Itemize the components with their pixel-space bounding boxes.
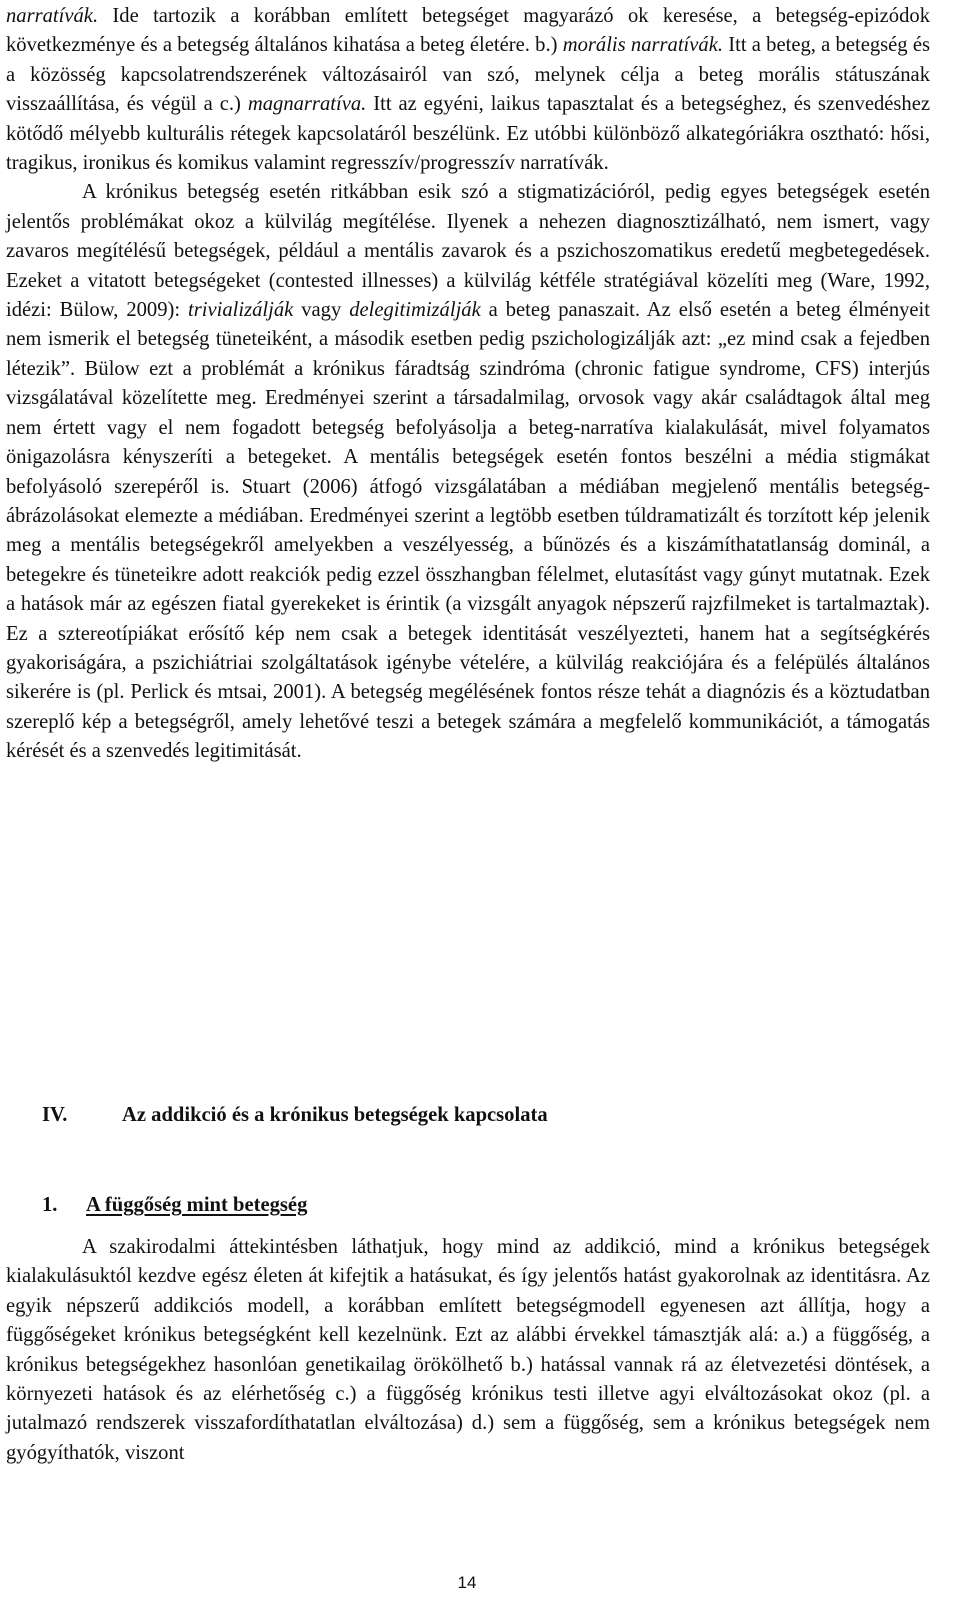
body-text-top [6,2,930,767]
italic-text: trivializálják [188,299,294,322]
text-run: Itt az egyéni, laikus tapasztalat és a betegséghez, és szenvedéshez kötődő mélyebb kulturális rétegek kapcsolatáról beszélünk. Ez utóbbi különböző alkategóriákra osztható: hősi, tragikus, ironikus és komikus valamint regresszív/progresszív narratívák. [6,93,930,175]
text-run: a beteg panaszait. Az első esetén a beteg élményeit nem ismerik el betegség tüneteiként, a második esetben pedig pszichologizálják azt: „ez mind csak a fejedben létezik”. Bülow ezt a problémát a krónikus fáradtság szindróma (chronic fatigue syndrome, CFS) interjús vizsgálatával közelítette meg. Eredményei szerint a társadalmilag, orvosok vagy akár családtagok által meg nem értett vagy el nem fogadott betegség befolyásolja a beteg-narratíva kialakulását, mivel folyamatos önigazolásra kényszeríti a betegeket. A mentális betegségek esetén fontos beszélni a média stigmákat befolyásoló szerepéről is. Stuart (2006) átfogó vizsgálatában a médiában megjelenő mentális betegség-ábrázolásokat elemezte a médiában. Eredményei szerint a legtöbb esetben túldramatizált és torzított kép jelenik meg a mentális betegségekről amelyekben a veszélyesség, a bűnözés és a kiszámíthatatlanság dominál, a betegekre és tüneteikre adott reakciók pedig ezzel összhangban félelmet, elutasítást vagy gúnyt mutatnak. Ezek a hatások már az egészen fiatal gyerekeket is érintik (a vizsgált anyagok népszerű rajzfilmeket is tartalmaztak). Ez a sztereotípiákat erősítő kép nem csak a betegek identitását veszélyezteti, hanem hat a segítségkérés gyakoriságára, a pszichiátriai szolgáltatások igénybe vételére, a külvilág reakciójára és a felépülés általános sikerére is (pl. Perlick és mtsai, 2001). A betegség megélésének fontos része tehát a diagnózis és a köztudatban szereplő kép a betegségről, amely lehetővé teszi a betegek számára a megfelelő kommunikációt, a támogatás kérését és a szenvedés legitimitását. [6,299,930,763]
chapter-title: Az addikció és a krónikus betegségek kapcsolata [122,1104,548,1126]
text-run: Itt a beteg, a betegség és a közösség kapcsolatrendszerének változásairól van szó, melynek célja a beteg morális státuszának visszaállítása, és végül a c.) [6,34,930,116]
chapter-number: IV. [42,1104,68,1126]
text-run: vagy [293,299,350,322]
text-run: Ide tartozik a korábban említett betegséget magyarázó ok keresése, a betegség-epizódok következménye és a betegség általános kihatása a beteg életére. b.) [6,5,930,57]
paragraph-stigmatization [6,178,930,766]
text-run: A szakirodalmi áttekintésben láthatjuk, hogy mind az addikció, mind a krónikus betegségek kialakulásuktól kezdve egész életen át kifejtik a hatásukat, és így jelentős hatást gyakorolnak az identitásra. Az egyik népszerű addikciós modell, a korábban említett betegségmodell egyenesen azt állítja, hogy a függőségeket krónikus betegségként kell kezelnünk. Ezt az alábbi érvekkel támasztják alá: a.) a függőség, a krónikus betegségekhez hasonlóan genetikailag örökölhető b.) hatással vannak rá az életvezetési döntések, a környezeti hatások és az elérhetőség c.) a függőség krónikus testi illetve agyi elváltozásokat okoz (pl. a jutalmazó rendszerek visszafordíthatatlan elváltozása) d.) sem a függőség, sem a krónikus betegségek nem gyógyíthatók, viszont [6,1236,930,1464]
italic-text: narratívák. [6,5,99,27]
italic-text: morális narratívák. [562,34,723,57]
italic-text: delegitimizálják [349,299,481,322]
paragraph-addiction-disease [6,1233,930,1468]
body-text-bottom [6,1233,930,1468]
italic-text: magnarratíva. [247,93,367,116]
text-run: A krónikus betegség esetén ritkábban esik szó a stigmatizációról, pedig egyes betegségek esetén jelentős problémákat okoz a külvilág megítélése. Ilyenek a nehezen diagnosztizálható, nem ismert, vagy zavaros megítélésű betegségek, például a mentális zavarok és a pszichoszomatikus eredetű megbetegedések. Ezeket a vitatott betegségeket (contested illnesses) a külvilág kétféle stratégiával közelíti meg (Ware, 1992, idézi: Bülow, 2009): [6,181,930,322]
paragraph-narrative-types [6,2,930,178]
section-number: 1. [42,1194,58,1216]
section-title: A függőség mint betegség [86,1194,308,1216]
page-number: 14 [457,1573,477,1592]
